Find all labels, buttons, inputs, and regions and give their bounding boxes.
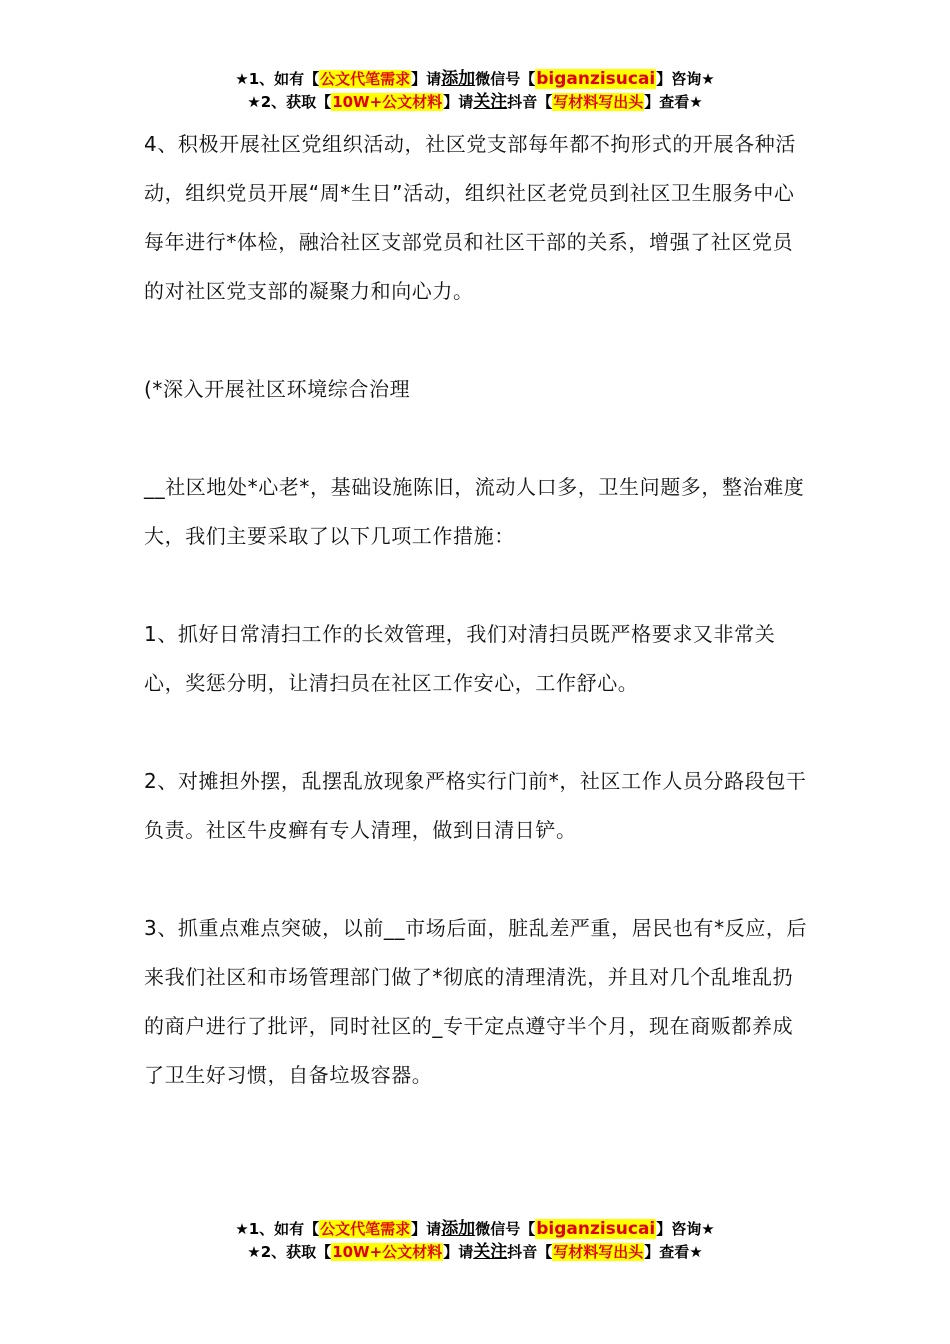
section-heading-environment: (*深入开展社区环境综合治理 (144, 377, 411, 401)
banner-text: 2、获取【 (260, 1243, 332, 1261)
header-banner (0, 68, 950, 114)
banner-text: 】请 (443, 1243, 474, 1261)
banner-text: 】查看★ (644, 93, 703, 111)
banner-line-2 (0, 1241, 950, 1264)
highlight-douyin-id: 写材料写出头 (553, 93, 644, 111)
banner-line-1 (0, 68, 950, 91)
highlight-service: 公文代笔需求 (320, 70, 411, 88)
banner-text: 】查看★ (644, 1243, 703, 1261)
highlight-wechat-id: biganzisucai (536, 1219, 656, 1239)
star-icon: ★ (235, 70, 249, 88)
star-icon: ★ (247, 93, 261, 111)
banner-text: 抖音【 (507, 1243, 553, 1261)
banner-text: 1、如有【 (248, 70, 320, 88)
paragraph-key-problems: 3、抓重点难点突破，以前__市场后面，脏乱差严重，居民也有*反应，后来我们社区和市场管理部门做了*彻底的清理清洗，并且对几个乱堆乱扔的商户进行了批评，同时社区的_专干定点遵守半个月，现在商贩都养成了卫生好习惯，自备垃圾容器。 (144, 916, 808, 1087)
paragraph-street-vendors: 2、对摊担外摆，乱摆乱放现象严格实行门前*，社区工作人员分路段包干负责。社区牛皮癣有专人清理，做到日清日铲。 (144, 769, 807, 842)
banner-text: 2、获取【 (260, 93, 332, 111)
highlight-wechat-id: biganzisucai (536, 69, 656, 89)
highlight-douyin-id: 写材料写出头 (553, 1243, 644, 1261)
banner-text: 微信号【 (475, 70, 536, 88)
paragraph-community-overview: __社区地处*心老*，基础设施陈旧，流动人口多，卫生问题多，整治难度大，我们主要采取了以下几项工作措施： (144, 475, 805, 548)
highlight-service: 公文代笔需求 (320, 1220, 411, 1238)
underlined-action: 关注 (473, 1242, 508, 1262)
footer-banner (0, 1218, 950, 1264)
highlight-materials: 10W+公文材料 (332, 1243, 443, 1261)
star-icon: ★ (247, 1243, 261, 1261)
banner-text: 抖音【 (507, 93, 553, 111)
banner-text: 】咨询★ (656, 1220, 715, 1238)
star-icon: ★ (235, 1220, 249, 1238)
banner-text: 】请 (411, 70, 442, 88)
banner-text: 】咨询★ (656, 70, 715, 88)
document-body (144, 120, 808, 1100)
banner-text: 1、如有【 (248, 1220, 320, 1238)
banner-text: 微信号【 (475, 1220, 536, 1238)
paragraph-cleaning-management: 1、抓好日常清扫工作的长效管理，我们对清扫员既严格要求又非常关心，奖惩分明，让清扫员在社区工作安心，工作舒心。 (144, 622, 776, 695)
banner-text: 】请 (411, 1220, 442, 1238)
underlined-action: 添加 (441, 1219, 476, 1239)
highlight-materials: 10W+公文材料 (332, 93, 443, 111)
underlined-action: 添加 (441, 69, 476, 89)
banner-text: 】请 (443, 93, 474, 111)
banner-line-2 (0, 91, 950, 114)
underlined-action: 关注 (473, 92, 508, 112)
paragraph-party-activities: 4、积极开展社区党组织活动，社区党支部每年都不拘形式的开展各种活动，组织党员开展“周*生日”活动，组织社区老党员到社区卫生服务中心每年进行*体检，融洽社区支部党员和社区干部的关系，增强了社区党员的对社区党支部的凝聚力和向心力。 (144, 132, 796, 303)
banner-line-1 (0, 1218, 950, 1241)
